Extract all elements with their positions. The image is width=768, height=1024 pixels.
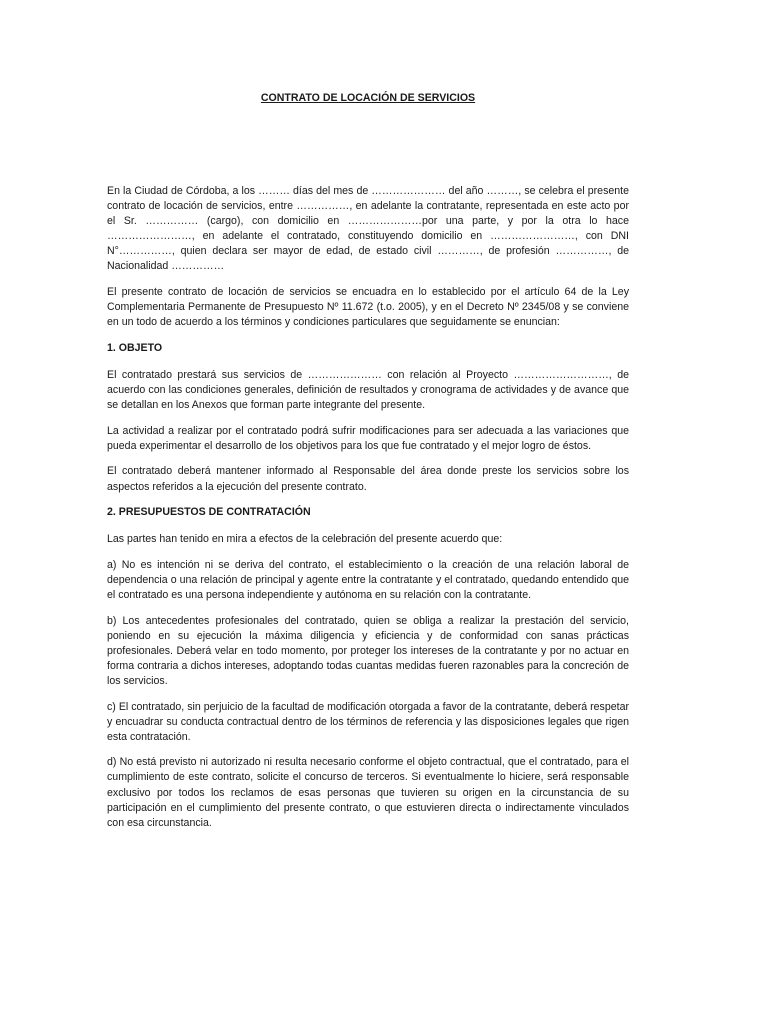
section-2-paragraph: a) No es intención ni se deriva del contrato, el establecimiento o la creación de una relación laboral de dependencia o una relación de principal y agente entre la contratante y el contratado, quedando entendido que el contratado es una persona independiente y autónoma en su relación con la contratante. <box>107 558 629 601</box>
document-page <box>107 0 629 1024</box>
document-body <box>107 184 629 841</box>
section-2-paragraph: Las partes han tenido en mira a efectos de la celebración del presente acuerdo que: <box>107 533 503 546</box>
section-1-paragraph: El contratado prestará sus servicios de ………………… con relación al Proyecto ………………………, de acuerdo con las condiciones generales, definición de resultados y cronograma de actividades y de avance que se detallan en los Anexos que forman parte integrante del presente. <box>107 368 629 412</box>
section-1-heading: 1. OBJETO <box>107 341 163 354</box>
section-2-heading: 2. PRESUPUESTOS DE CONTRATACIÓN <box>107 506 311 519</box>
framework-paragraph: El presente contrato de locación de servicios se encuadra en lo establecido por el artículo 64 de la Ley Complementaria Permanente de Presupuesto Nº 11.672 (t.o. 2005), y en el Decreto Nº 2345/08 y se conviene en un todo de acuerdo a los términos y condiciones particulares que seguidamente se enuncian: <box>107 286 629 329</box>
section-1-paragraph: El contratado deberá mantener informado al Responsable del área donde preste los servicios sobre los aspectos referidos a la ejecución del presente contrato. <box>107 465 629 493</box>
section-2-paragraph: d) No está previsto ni autorizado ni resulta necesario conforme el objeto contractual, que el contratado, para el cumplimiento de este contrato, solicite el concurso de terceros. Si eventualmente lo hiciere, será responsable exclusivo por todos los reclamos de esas personas que tuvieren su origen en la circunstancia de su participación en el cumplimiento del presente contrato, o que estuvieren directa o indirectamente vinculados con esa circunstancia. <box>107 756 629 829</box>
section-2-paragraph: b) Los antecedentes profesionales del contratado, quien se obliga a realizar la prestación del servicio, poniendo en su ejecución la máxima diligencia y eficiencia y de conformidad con sanas prácticas profesionales. Deberá velar en todo momento, por proteger los intereses de la contratante y por no actuar en forma contraria a dichos intereses, adoptando todas cuantas medidas fueren razonables para la concreción de los servicios. <box>107 614 629 687</box>
document-title: CONTRATO DE LOCACIÓN DE SERVICIOS <box>260 92 476 104</box>
section-1-paragraph: La actividad a realizar por el contratado podrá sufrir modificaciones para ser adecuada a las variaciones que pueda experimentar el desarrollo de los objetivos para los que fue contratado y el mejor logro de éstos. <box>107 424 629 452</box>
section-2-paragraph: c) El contratado, sin perjuicio de la facultad de modificación otorgada a favor de la contratante, deberá respetar y encuadrar su conducta contractual dentro de los términos de referencia y las disposiciones legales que rigen esta contratación. <box>107 700 629 743</box>
intro-paragraph: En la Ciudad de Córdoba, a los ……… días del mes de ………………… del año ………, se celebra el presente contrato de locación de servicios, entre ……………, en adelante la contratante, representada en este acto por el Sr. …………… (cargo), con domicilio en …………………por una parte, y por la otra lo hace ……………………, en adelante el contratado, constituyendo domicilio en ……………………, con DNI N°……………, quien declara ser mayor de edad, de estado civil …………, de profesión ……………, de Nacionalidad …………… <box>107 185 629 273</box>
